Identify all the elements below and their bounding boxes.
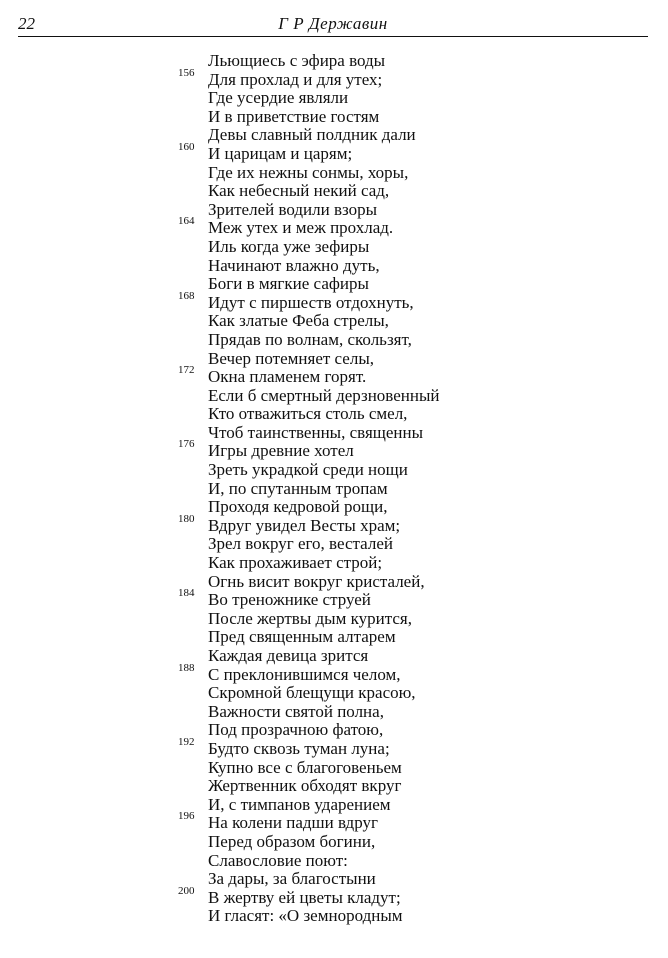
poem-line [0, 140, 668, 164]
poem-line [0, 554, 668, 573]
poem-line [0, 387, 668, 406]
line-text: Купно все с благоговеньем [208, 757, 402, 777]
line-text: И, с тимпанов ударением [208, 794, 391, 814]
poem-line [0, 182, 668, 201]
poem-line [0, 201, 668, 220]
line-text: Начинают влажно дуть, [208, 255, 380, 275]
poem-line [0, 735, 668, 759]
line-text: На колени падши вдруг [208, 813, 378, 833]
poem-line [0, 684, 668, 703]
line-number: 192 [178, 735, 195, 748]
header-rule [18, 36, 648, 37]
line-text: Во треножнике струей [208, 590, 371, 610]
poem-line [0, 275, 668, 294]
line-text: Где их нежны сонмы, хоры, [208, 162, 409, 182]
line-text: Если б смертный дерзновенный [208, 385, 440, 405]
line-text: В жертву ей цветы кладут; [208, 887, 401, 907]
line-text: Зрителей водили взоры [208, 199, 378, 219]
running-head: Г Р Державин [278, 14, 388, 33]
poem-line [0, 777, 668, 796]
line-text: Боги в мягкие сафиры [208, 274, 369, 294]
poem-line [0, 364, 668, 387]
poem-line [0, 126, 668, 145]
poem-line [0, 331, 668, 350]
poem-line [0, 438, 668, 461]
line-text: После жертвы дым курится, [208, 608, 412, 628]
line-text: Скромной блещущи красою, [208, 683, 416, 703]
line-number: 196 [178, 810, 195, 823]
line-number: 176 [178, 438, 195, 451]
line-text: Прядав по волнам, скользят, [208, 329, 412, 349]
line-text: Огнь висит вокруг кристалей, [208, 571, 425, 591]
poem-line [0, 810, 668, 833]
line-text: Перед образом богини, [208, 831, 376, 851]
line-text: Пред священным алтарем [208, 627, 396, 647]
line-number: 200 [178, 884, 195, 897]
line-text: Меж утех и меж прохлад. [208, 218, 394, 238]
line-number: 164 [178, 215, 195, 228]
line-text: И царицам и царям; [208, 143, 353, 163]
poem-line [0, 721, 668, 740]
line-number: 160 [178, 140, 195, 153]
poem-line [0, 66, 668, 90]
line-text: Как прохаживает строй; [208, 553, 383, 573]
poem-line [0, 461, 668, 480]
line-number: 180 [178, 512, 195, 525]
poem-line [0, 89, 668, 108]
line-text: Иль когда уже зефиры [208, 236, 370, 256]
line-text: Зреть украдкой среди нощи [208, 460, 408, 480]
line-number: 188 [178, 661, 195, 674]
line-text: И гласят: «О земнородным [208, 906, 403, 926]
poem-line [0, 796, 668, 815]
line-text: Проходя кедровой рощи, [208, 497, 388, 517]
poem-line [0, 703, 668, 722]
line-text: Каждая девица зрится [208, 646, 369, 665]
line-text: Для прохлад и для утех; [208, 69, 383, 89]
poem-line [0, 647, 668, 666]
poem-line [0, 52, 668, 71]
poem-line [0, 628, 668, 647]
poem-line [0, 215, 668, 238]
line-number: 168 [178, 289, 195, 302]
poem-line [0, 661, 668, 685]
line-text: Под прозрачною фатою, [208, 720, 384, 740]
line-text: Идут с пиршеств отдохнуть, [208, 292, 414, 312]
line-text: Вечер потемняет селы, [208, 348, 375, 368]
line-text: Чтоб таинственны, священны [208, 422, 424, 442]
page-number: 22 [18, 14, 35, 33]
poem-line [0, 350, 668, 369]
line-text: Кто отважиться столь смел, [208, 404, 408, 424]
poem-text [0, 52, 668, 926]
poem-line [0, 884, 668, 908]
line-text: Льющиесь с эфира воды [208, 51, 386, 70]
poem-line [0, 289, 668, 313]
line-number: 184 [178, 587, 195, 600]
poem-line [0, 833, 668, 852]
line-text: Вдруг увидел Весты храм; [208, 515, 401, 535]
poem-line [0, 907, 668, 926]
line-text: С преклонившимся челом, [208, 664, 401, 684]
poem-line [0, 238, 668, 257]
poem-line [0, 573, 668, 592]
line-text: Игры древние хотел [208, 441, 354, 461]
poem-line [0, 587, 668, 610]
line-text: И в приветствие гостям [208, 106, 380, 126]
line-text: Жертвенник обходят вкруг [208, 776, 402, 796]
poem-line [0, 424, 668, 443]
line-text: Важности святой полна, [208, 701, 384, 721]
poem-line [0, 512, 668, 536]
poem-line [0, 480, 668, 499]
poem-line [0, 498, 668, 517]
poem-line [0, 870, 668, 889]
line-text: Будто сквозь туман луна; [208, 738, 390, 758]
poem-line [0, 312, 668, 331]
poem-line [0, 852, 668, 871]
line-number: 172 [178, 364, 195, 377]
poem-line [0, 610, 668, 629]
poem-line [0, 405, 668, 424]
line-text: Где усердие являли [208, 88, 349, 108]
line-number: 156 [178, 66, 195, 79]
poem-line [0, 164, 668, 183]
line-text: И, по спутанным тропам [208, 478, 388, 498]
line-text: Славословие поют: [208, 850, 348, 870]
line-text: Девы славный полдник дали [208, 125, 416, 145]
poem-line [0, 108, 668, 127]
poem-line [0, 535, 668, 554]
poem-line [0, 257, 668, 276]
line-text: Зрел вокруг его, весталей [208, 534, 393, 554]
line-text: Окна пламенем горят. [208, 367, 367, 387]
line-text: Как небесный некий сад, [208, 181, 390, 201]
line-text: За дары, за благостыни [208, 869, 376, 889]
poem-line [0, 759, 668, 778]
line-text: Как златые Феба стрелы, [208, 311, 389, 331]
